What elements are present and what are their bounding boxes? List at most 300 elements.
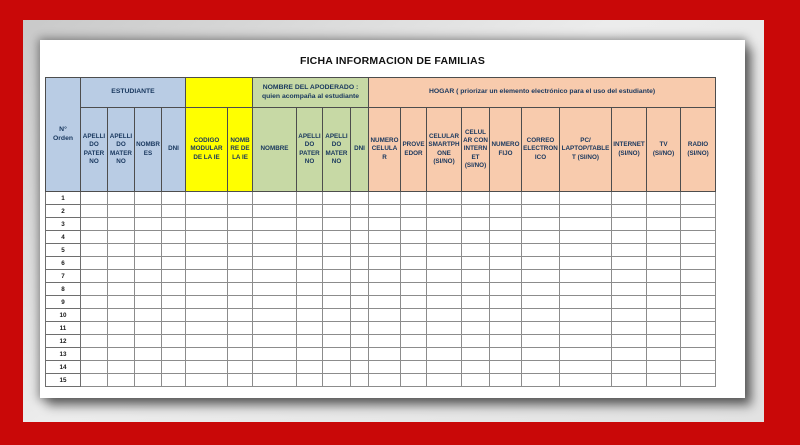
- table-cell: [297, 361, 323, 374]
- table-cell: [612, 309, 647, 322]
- table-cell: [323, 231, 351, 244]
- table-cell: [522, 374, 560, 387]
- table-cell: [490, 374, 522, 387]
- table-cell: [135, 348, 162, 361]
- table-cell: [401, 231, 427, 244]
- table-cell: [522, 205, 560, 218]
- table-cell: [186, 270, 228, 283]
- table-cell: [522, 231, 560, 244]
- table-cell: [186, 296, 228, 309]
- table-cell: [351, 257, 369, 270]
- table-cell: [108, 192, 135, 205]
- table-cell: [369, 348, 401, 361]
- table-cell: [560, 322, 612, 335]
- table-cell: [108, 205, 135, 218]
- table-header: [46, 78, 716, 192]
- table-cell: [612, 335, 647, 348]
- column-header-codigo-modular-de-la-ie: CODIGO MODULAR DE LA IE: [186, 108, 228, 192]
- table-cell: [186, 205, 228, 218]
- table-cell: [135, 335, 162, 348]
- table-cell: [81, 348, 108, 361]
- table-cell: [297, 244, 323, 257]
- table-cell: [108, 309, 135, 322]
- table-cell: [228, 244, 253, 257]
- table-cell: [427, 205, 462, 218]
- table-cell: [135, 192, 162, 205]
- table-cell: [323, 270, 351, 283]
- table-cell: [522, 244, 560, 257]
- table-cell: [323, 309, 351, 322]
- table-cell: [427, 296, 462, 309]
- table-cell: [323, 257, 351, 270]
- table-cell: [462, 205, 490, 218]
- table-cell: [401, 361, 427, 374]
- table-cell: [401, 335, 427, 348]
- table-cell: [108, 257, 135, 270]
- table-cell: [401, 192, 427, 205]
- row-number: 4: [46, 231, 81, 244]
- table-cell: [81, 270, 108, 283]
- table-cell: [81, 244, 108, 257]
- table-cell: [560, 231, 612, 244]
- table-cell: [351, 322, 369, 335]
- table-cell: [681, 335, 716, 348]
- table-cell: [612, 361, 647, 374]
- table-cell: [462, 244, 490, 257]
- table-cell: [522, 257, 560, 270]
- column-header-correo-electronico: CORREO ELECTRONICO: [522, 108, 560, 192]
- table-cell: [162, 205, 186, 218]
- table-cell: [612, 283, 647, 296]
- column-header-numero-celular: NUMERO CELULAR: [369, 108, 401, 192]
- table-cell: [522, 270, 560, 283]
- table-cell: [228, 309, 253, 322]
- table-cell: [186, 283, 228, 296]
- table-cell: [560, 361, 612, 374]
- table-cell: [427, 348, 462, 361]
- table-cell: [162, 296, 186, 309]
- table-cell: [253, 322, 297, 335]
- table-cell: [681, 270, 716, 283]
- table-cell: [135, 283, 162, 296]
- group-header-row: [46, 78, 716, 108]
- table-cell: [351, 309, 369, 322]
- column-header-dni: DNI: [351, 108, 369, 192]
- table-cell: [323, 283, 351, 296]
- table-body: [46, 192, 716, 387]
- table-cell: [369, 374, 401, 387]
- table-cell: [462, 361, 490, 374]
- table-cell: [297, 205, 323, 218]
- table-cell: [681, 374, 716, 387]
- table-cell: [401, 205, 427, 218]
- column-header-tv-si-no: TV (SI/NO): [647, 108, 681, 192]
- table-cell: [462, 270, 490, 283]
- table-cell: [462, 322, 490, 335]
- table-cell: [462, 257, 490, 270]
- row-number: 3: [46, 218, 81, 231]
- table-cell: [323, 296, 351, 309]
- group-header-hogar: HOGAR ( priorizar un elemento electrónico para el uso del estudiante): [369, 78, 716, 108]
- table-cell: [228, 257, 253, 270]
- table-row: [46, 270, 716, 283]
- table-cell: [323, 348, 351, 361]
- table-cell: [162, 335, 186, 348]
- table-cell: [462, 192, 490, 205]
- column-header-celular-con-internet-si-no: CELULAR CON INTERNET (SI/NO): [462, 108, 490, 192]
- table-cell: [369, 218, 401, 231]
- table-cell: [401, 348, 427, 361]
- table-cell: [108, 348, 135, 361]
- table-cell: [369, 309, 401, 322]
- table-cell: [228, 361, 253, 374]
- table-row: [46, 348, 716, 361]
- table-cell: [162, 192, 186, 205]
- table-cell: [162, 257, 186, 270]
- row-number: 6: [46, 257, 81, 270]
- table-cell: [186, 231, 228, 244]
- table-cell: [253, 361, 297, 374]
- table-cell: [81, 296, 108, 309]
- table-cell: [351, 270, 369, 283]
- table-row: [46, 192, 716, 205]
- table-cell: [522, 348, 560, 361]
- table-cell: [462, 296, 490, 309]
- table-cell: [135, 218, 162, 231]
- table-cell: [401, 218, 427, 231]
- table-cell: [490, 244, 522, 257]
- table-row: [46, 257, 716, 270]
- table-cell: [462, 374, 490, 387]
- table-cell: [186, 244, 228, 257]
- table-row: [46, 309, 716, 322]
- table-cell: [490, 270, 522, 283]
- table-cell: [135, 244, 162, 257]
- table-cell: [297, 322, 323, 335]
- table-cell: [369, 192, 401, 205]
- row-number: 12: [46, 335, 81, 348]
- table-cell: [427, 270, 462, 283]
- table-cell: [462, 218, 490, 231]
- table-cell: [351, 192, 369, 205]
- table-cell: [369, 322, 401, 335]
- table-cell: [647, 335, 681, 348]
- table-cell: [647, 192, 681, 205]
- table-cell: [297, 218, 323, 231]
- table-cell: [108, 283, 135, 296]
- table-cell: [681, 309, 716, 322]
- table-cell: [560, 192, 612, 205]
- column-header-apellido-materno: APELLIDO MATERNO: [323, 108, 351, 192]
- table-cell: [81, 361, 108, 374]
- table-cell: [253, 283, 297, 296]
- table-cell: [108, 322, 135, 335]
- table-cell: [162, 361, 186, 374]
- table-cell: [560, 348, 612, 361]
- table-cell: [612, 192, 647, 205]
- table-cell: [323, 218, 351, 231]
- table-cell: [253, 348, 297, 361]
- table-cell: [612, 231, 647, 244]
- table-cell: [427, 192, 462, 205]
- table-cell: [427, 361, 462, 374]
- table-cell: [612, 322, 647, 335]
- table-cell: [351, 205, 369, 218]
- table-cell: [228, 205, 253, 218]
- table-cell: [186, 257, 228, 270]
- table-cell: [351, 244, 369, 257]
- row-number: 10: [46, 309, 81, 322]
- table-cell: [490, 231, 522, 244]
- table-cell: [369, 335, 401, 348]
- column-header-nombre-de-la-ie: NOMBRE DE LA IE: [228, 108, 253, 192]
- table-cell: [560, 244, 612, 257]
- column-header-internet-si-no: INTERNET (SI/NO): [612, 108, 647, 192]
- table-cell: [81, 335, 108, 348]
- table-cell: [369, 257, 401, 270]
- table-cell: [135, 322, 162, 335]
- row-number: 15: [46, 374, 81, 387]
- table-cell: [323, 205, 351, 218]
- table-cell: [323, 374, 351, 387]
- table-cell: [647, 361, 681, 374]
- table-cell: [401, 283, 427, 296]
- table-cell: [81, 192, 108, 205]
- table-row: [46, 361, 716, 374]
- table-cell: [560, 296, 612, 309]
- table-row: [46, 374, 716, 387]
- table-row: [46, 218, 716, 231]
- table-row: [46, 283, 716, 296]
- row-number: 2: [46, 205, 81, 218]
- table-row: [46, 231, 716, 244]
- column-header-apellido-paterno: APELLIDO PATERNO: [297, 108, 323, 192]
- table-cell: [522, 361, 560, 374]
- table-cell: [427, 322, 462, 335]
- table-cell: [186, 361, 228, 374]
- table-row: [46, 322, 716, 335]
- table-cell: [228, 374, 253, 387]
- table-cell: [228, 270, 253, 283]
- table-cell: [490, 205, 522, 218]
- table-row: [46, 296, 716, 309]
- table-cell: [228, 348, 253, 361]
- table-cell: [681, 361, 716, 374]
- table-cell: [297, 296, 323, 309]
- row-number: 5: [46, 244, 81, 257]
- table-cell: [323, 244, 351, 257]
- row-number: 7: [46, 270, 81, 283]
- table-cell: [681, 218, 716, 231]
- table-cell: [462, 231, 490, 244]
- table-cell: [351, 283, 369, 296]
- table-cell: [647, 374, 681, 387]
- table-cell: [681, 231, 716, 244]
- table-cell: [108, 361, 135, 374]
- table-cell: [369, 283, 401, 296]
- row-number: 11: [46, 322, 81, 335]
- table-cell: [81, 231, 108, 244]
- table-cell: [108, 296, 135, 309]
- document-page: [40, 40, 745, 398]
- table-cell: [351, 335, 369, 348]
- table-cell: [228, 218, 253, 231]
- table-cell: [522, 322, 560, 335]
- table-cell: [401, 257, 427, 270]
- table-cell: [427, 283, 462, 296]
- table-cell: [681, 348, 716, 361]
- table-cell: [560, 374, 612, 387]
- table-cell: [522, 309, 560, 322]
- table-cell: [369, 231, 401, 244]
- table-cell: [681, 283, 716, 296]
- table-cell: [162, 270, 186, 283]
- table-cell: [522, 283, 560, 296]
- table-cell: [108, 270, 135, 283]
- table-cell: [351, 361, 369, 374]
- table-cell: [647, 309, 681, 322]
- table-cell: [135, 361, 162, 374]
- table-cell: [490, 296, 522, 309]
- group-header-ie: [186, 78, 253, 108]
- column-header-apellido-paterno: APELLIDO PATERNO: [81, 108, 108, 192]
- table-cell: [369, 244, 401, 257]
- table-cell: [253, 374, 297, 387]
- table-cell: [681, 192, 716, 205]
- row-number: 9: [46, 296, 81, 309]
- table-cell: [186, 335, 228, 348]
- table-cell: [186, 218, 228, 231]
- table-cell: [253, 231, 297, 244]
- row-number: 14: [46, 361, 81, 374]
- table-cell: [135, 205, 162, 218]
- table-cell: [369, 296, 401, 309]
- table-cell: [135, 309, 162, 322]
- table-cell: [462, 283, 490, 296]
- column-header-nombres: NOMBRES: [135, 108, 162, 192]
- table-cell: [162, 218, 186, 231]
- table-cell: [401, 296, 427, 309]
- column-header-numero-fijo: NUMERO FIJO: [490, 108, 522, 192]
- table-cell: [81, 205, 108, 218]
- table-cell: [253, 192, 297, 205]
- table-cell: [369, 205, 401, 218]
- table-cell: [490, 335, 522, 348]
- table-cell: [253, 205, 297, 218]
- table-cell: [522, 296, 560, 309]
- table-cell: [186, 322, 228, 335]
- table-cell: [647, 257, 681, 270]
- table-cell: [560, 270, 612, 283]
- table-cell: [297, 231, 323, 244]
- column-header-apellido-materno: APELLIDO MATERNO: [108, 108, 135, 192]
- table-cell: [560, 283, 612, 296]
- table-cell: [108, 231, 135, 244]
- table-row: [46, 244, 716, 257]
- table-cell: [108, 218, 135, 231]
- ficha-table: [45, 77, 716, 387]
- table-cell: [427, 335, 462, 348]
- subheader-row: [46, 108, 716, 192]
- column-header-pc-laptop-tablet-si-no: PC/ LAPTOP/TABLET (SI/NO): [560, 108, 612, 192]
- table-cell: [162, 244, 186, 257]
- table-cell: [297, 348, 323, 361]
- table-cell: [647, 348, 681, 361]
- group-header-apoderado: NOMBRE DEL APODERADO : quien acompaña al estudiante: [253, 78, 369, 108]
- table-cell: [228, 283, 253, 296]
- table-cell: [369, 361, 401, 374]
- table-cell: [297, 374, 323, 387]
- table-cell: [351, 348, 369, 361]
- page-title: FICHA INFORMACION DE FAMILIAS: [299, 55, 486, 67]
- table-cell: [323, 335, 351, 348]
- row-number: 8: [46, 283, 81, 296]
- table-cell: [253, 309, 297, 322]
- table-cell: [162, 309, 186, 322]
- table-cell: [228, 296, 253, 309]
- table-cell: [162, 348, 186, 361]
- table-cell: [253, 257, 297, 270]
- table-cell: [681, 296, 716, 309]
- table-row: [46, 205, 716, 218]
- table-cell: [253, 244, 297, 257]
- table-cell: [351, 231, 369, 244]
- table-cell: [186, 309, 228, 322]
- table-cell: [401, 244, 427, 257]
- table-cell: [490, 257, 522, 270]
- table-cell: [369, 270, 401, 283]
- table-cell: [162, 231, 186, 244]
- table-cell: [297, 309, 323, 322]
- table-cell: [108, 244, 135, 257]
- table-cell: [162, 322, 186, 335]
- table-cell: [401, 309, 427, 322]
- table-cell: [612, 348, 647, 361]
- table-cell: [560, 309, 612, 322]
- column-header-radio-si-no: RADIO (SI/NO): [681, 108, 716, 192]
- table-cell: [351, 218, 369, 231]
- table-cell: [490, 348, 522, 361]
- column-header-dni: DNI: [162, 108, 186, 192]
- table-cell: [612, 257, 647, 270]
- table-cell: [401, 270, 427, 283]
- table-cell: [612, 205, 647, 218]
- column-header-nombre: NOMBRE: [253, 108, 297, 192]
- table-cell: [522, 218, 560, 231]
- table-cell: [81, 309, 108, 322]
- table-cell: [108, 374, 135, 387]
- table-cell: [490, 218, 522, 231]
- table-cell: [681, 205, 716, 218]
- table-cell: [560, 205, 612, 218]
- table-cell: [612, 244, 647, 257]
- table-cell: [186, 374, 228, 387]
- table-cell: [297, 270, 323, 283]
- table-cell: [186, 348, 228, 361]
- table-cell: [253, 218, 297, 231]
- table-cell: [612, 218, 647, 231]
- table-cell: [681, 322, 716, 335]
- table-cell: [323, 322, 351, 335]
- table-cell: [81, 322, 108, 335]
- table-cell: [490, 361, 522, 374]
- table-cell: [297, 257, 323, 270]
- table-cell: [297, 192, 323, 205]
- table-cell: [462, 348, 490, 361]
- table-cell: [647, 296, 681, 309]
- table-cell: [351, 374, 369, 387]
- table-cell: [108, 335, 135, 348]
